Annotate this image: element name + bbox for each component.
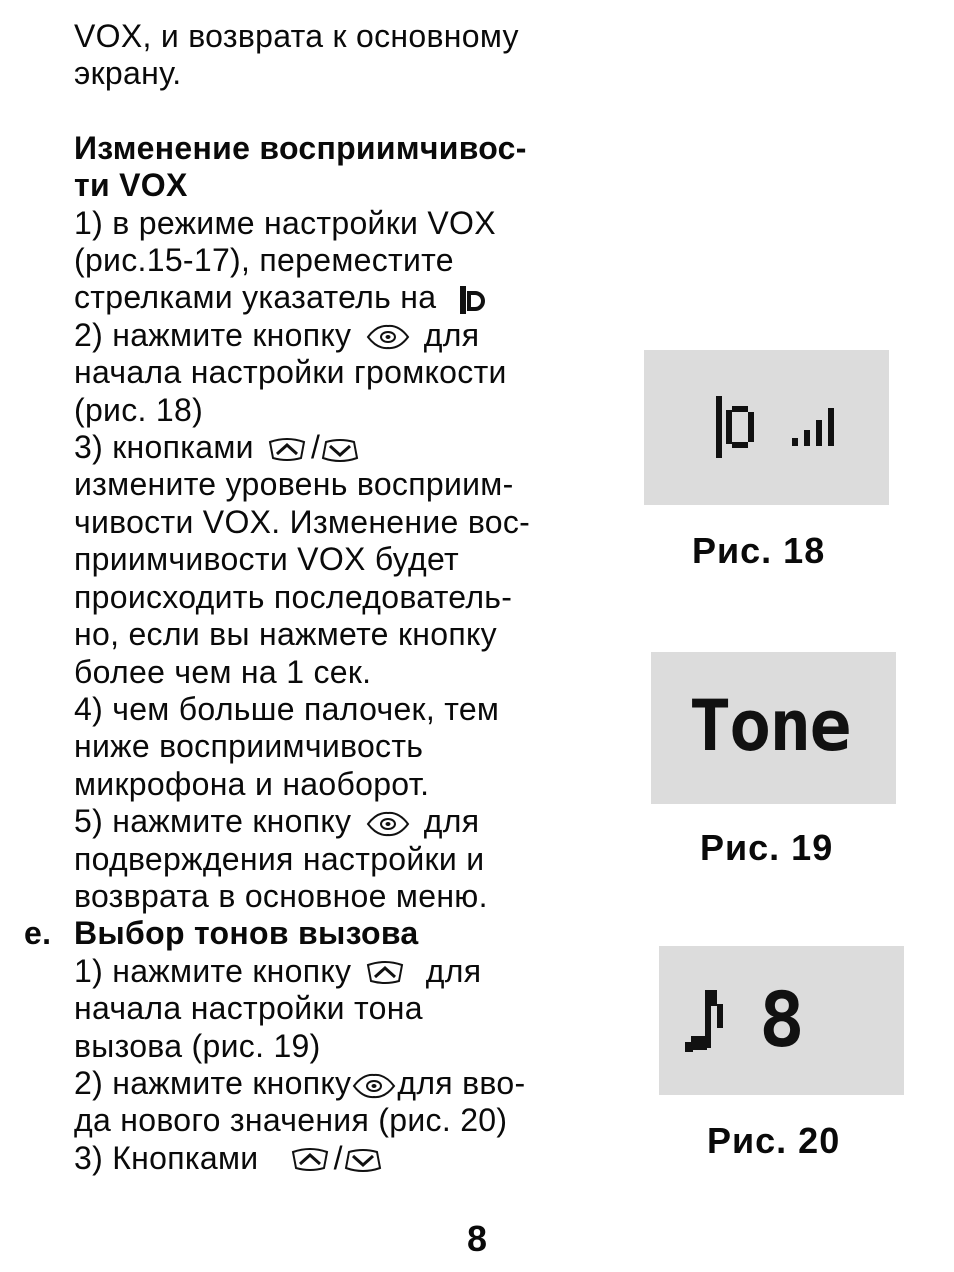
step-line: возврата в основное меню.	[74, 877, 488, 914]
intro-line: VOX, и возврата к основному	[74, 18, 519, 54]
intro-line: экрану.	[74, 55, 182, 92]
vox-section-title: Изменение восприимчивос-	[74, 129, 527, 166]
fig20-display	[659, 946, 904, 1095]
up-button-icon	[290, 1146, 330, 1174]
step-line: измените уровень восприим-	[74, 466, 514, 503]
step-line: (рис.15-17), переместите	[74, 242, 454, 279]
step-line: начала настройки громкости	[74, 354, 507, 391]
step-line: да нового значения (рис. 20)	[74, 1102, 508, 1139]
step-line: 3) кнопками /	[74, 429, 634, 466]
vox-section-title: ти VOX	[74, 167, 188, 204]
vox-sensitivity-icon	[458, 284, 488, 316]
music-note-icon	[679, 982, 739, 1062]
tone-section-title: е. Выбор тонов вызова	[24, 915, 419, 952]
step-line: подверждения настройки и	[74, 840, 485, 877]
up-button-icon	[365, 959, 405, 987]
step-line: 5) нажмите кнопку для	[74, 803, 480, 840]
step-line: вызова (рис. 19)	[74, 1027, 321, 1064]
step-line: 1) в режиме настройки VOX	[74, 204, 496, 241]
step-line: более чем на 1 сек.	[74, 653, 372, 690]
step-line: микрофона и наоборот.	[74, 765, 430, 802]
step-line: стрелками указатель на	[74, 279, 634, 316]
fig19-caption: Рис. 19	[700, 827, 834, 868]
step-line: происходить последователь-	[74, 578, 513, 615]
ok-button-icon	[365, 323, 411, 351]
fig18-display	[644, 350, 889, 505]
section-letter: е.	[24, 915, 52, 952]
step-line: (рис. 18)	[74, 391, 204, 428]
up-button-icon	[267, 436, 307, 464]
page-number: 8	[466, 1218, 488, 1259]
step-line: чивости VOX. Изменение вос-	[74, 503, 531, 540]
lcd-text: 8	[759, 975, 805, 1064]
fig18-caption: Рис. 18	[692, 530, 826, 571]
step-line: но, если вы нажмете кнопку	[74, 616, 497, 653]
ok-button-icon	[351, 1072, 397, 1100]
step-line: 2) нажмите кнопку для вво-	[74, 1064, 526, 1101]
step-line: ниже восприимчивость	[74, 728, 424, 765]
step-line: 2) нажмите кнопку для	[74, 316, 480, 353]
down-button-icon	[320, 436, 360, 464]
lcd-text: Tone	[689, 685, 850, 767]
text-column	[24, 18, 634, 1177]
step-line: 1) нажмите кнопку для	[74, 952, 482, 989]
step-line: приимчивости VOX будет	[74, 541, 459, 578]
fig20-caption: Рис. 20	[707, 1120, 841, 1161]
step-line: 3) Кнопками /	[74, 1140, 634, 1177]
vox-level-icon	[644, 350, 889, 505]
step-line: 4) чем больше палочек, тем	[74, 690, 500, 727]
ok-button-icon	[365, 810, 411, 838]
down-button-icon	[343, 1146, 383, 1174]
fig19-display	[651, 652, 896, 804]
step-line: начала настройки тона	[74, 990, 423, 1027]
